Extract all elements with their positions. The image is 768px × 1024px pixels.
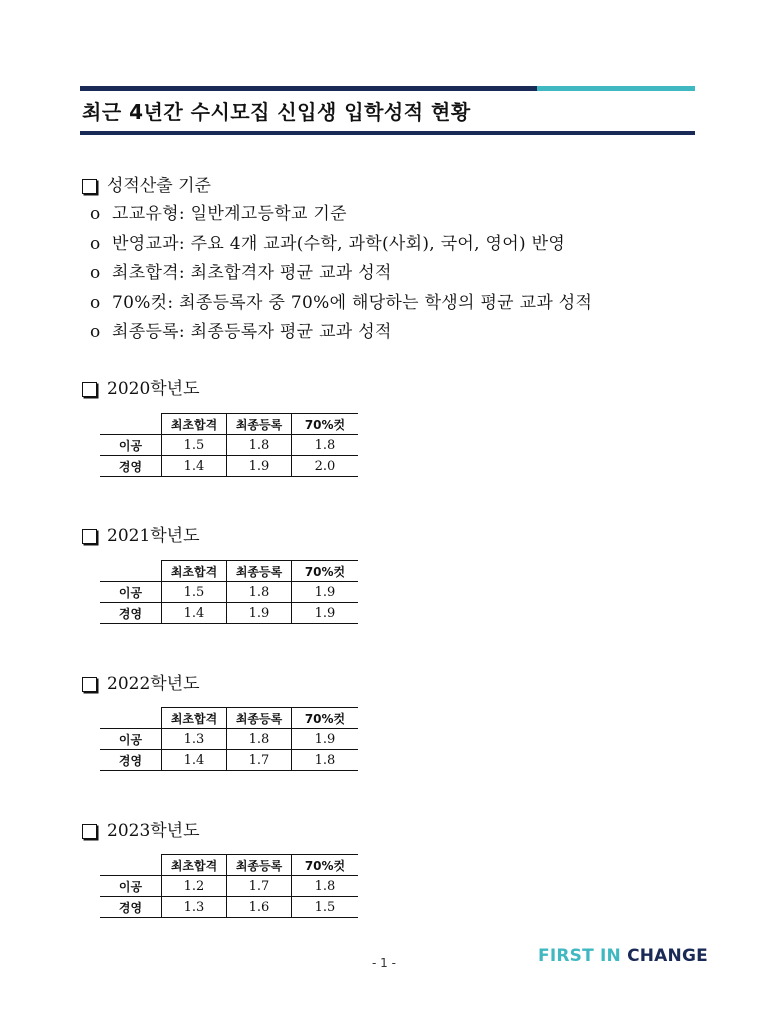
table-corner	[100, 561, 162, 582]
table-cell: 1.7	[227, 876, 292, 897]
table-cell: 1.9	[227, 603, 292, 624]
score-table-2023	[100, 854, 358, 918]
column-header: 70%컷	[292, 561, 359, 582]
criteria-list	[90, 200, 710, 348]
table-cell: 1.9	[292, 729, 359, 750]
score-table-2020	[100, 413, 358, 477]
checkbox-icon	[82, 824, 97, 839]
row-label: 경영	[100, 603, 162, 624]
column-header: 최초합격	[162, 561, 227, 582]
table-row	[100, 729, 358, 750]
table-cell: 1.4	[162, 603, 227, 624]
checkbox-icon	[82, 677, 97, 692]
title-rule-teal	[537, 86, 695, 91]
table-row	[100, 750, 358, 771]
table-corner	[100, 855, 162, 876]
brand-slogan-part1: FIRST IN	[538, 946, 628, 966]
table-cell: 1.8	[292, 435, 359, 456]
table-cell: 1.9	[292, 582, 359, 603]
row-label: 이공	[100, 435, 162, 456]
criteria-item-text: 최초합격: 최초합격자 평균 교과 성적	[112, 263, 392, 283]
bullet-icon: o	[90, 263, 101, 283]
title-top-rule	[80, 86, 695, 91]
table-cell: 1.5	[162, 582, 227, 603]
list-item	[90, 318, 710, 348]
table-cell: 1.5	[162, 435, 227, 456]
title-rule-navy	[80, 86, 537, 91]
bullet-icon: o	[90, 322, 101, 342]
checkbox-icon	[82, 382, 97, 397]
row-label: 경영	[100, 456, 162, 477]
table-row	[100, 897, 358, 918]
year-heading-text: 2020학년도	[107, 379, 200, 399]
year-heading-2020	[82, 377, 200, 401]
list-item	[90, 289, 710, 319]
row-label: 이공	[100, 729, 162, 750]
row-label: 경영	[100, 897, 162, 918]
criteria-item-text: 반영교과: 주요 4개 교과(수학, 과학(사회), 국어, 영어) 반영	[112, 233, 566, 254]
table-cell: 1.4	[162, 456, 227, 477]
score-table-2022	[100, 707, 358, 771]
table-cell: 1.9	[292, 603, 359, 624]
bullet-icon: o	[90, 233, 101, 254]
table-row	[100, 456, 358, 477]
table-cell: 1.9	[227, 456, 292, 477]
criteria-heading	[82, 174, 211, 198]
year-heading-2021	[82, 524, 200, 548]
table-cell: 1.6	[227, 897, 292, 918]
table-cell: 1.8	[227, 435, 292, 456]
title-bottom-rule	[80, 131, 695, 135]
column-header: 최종등록	[227, 561, 292, 582]
list-item	[90, 200, 710, 230]
year-heading-2023	[82, 819, 200, 843]
table-cell: 1.8	[292, 750, 359, 771]
page-title: 최근 4년간 수시모집 신입생 입학성적 현황	[82, 100, 471, 124]
criteria-item-text: 고교유형: 일반계고등학교 기준	[112, 204, 347, 224]
table-cell: 1.3	[162, 897, 227, 918]
table-corner	[100, 414, 162, 435]
row-label: 이공	[100, 582, 162, 603]
year-heading-text: 2023학년도	[107, 821, 200, 841]
table-corner	[100, 708, 162, 729]
bullet-icon: o	[90, 204, 101, 224]
table-cell: 1.2	[162, 876, 227, 897]
table-cell: 1.8	[227, 729, 292, 750]
column-header: 최종등록	[227, 708, 292, 729]
column-header: 70%컷	[292, 414, 359, 435]
column-header: 최종등록	[227, 414, 292, 435]
table-cell: 1.3	[162, 729, 227, 750]
bullet-icon: o	[90, 292, 101, 313]
year-heading-text: 2022학년도	[107, 674, 200, 694]
column-header: 최종등록	[227, 855, 292, 876]
row-label: 이공	[100, 876, 162, 897]
score-table-2021	[100, 560, 358, 624]
row-label: 경영	[100, 750, 162, 771]
table-row	[100, 435, 358, 456]
column-header: 70%컷	[292, 708, 359, 729]
table-row	[100, 603, 358, 624]
criteria-item-text: 70%컷: 최종등록자 중 70%에 해당하는 학생의 평균 교과 성적	[112, 292, 593, 313]
page-number: - 1 -	[372, 956, 396, 970]
list-item	[90, 230, 710, 260]
table-row	[100, 582, 358, 603]
table-cell: 1.7	[227, 750, 292, 771]
checkbox-icon	[82, 179, 97, 194]
column-header: 최초합격	[162, 414, 227, 435]
column-header: 70%컷	[292, 855, 359, 876]
year-heading-2022	[82, 672, 200, 696]
year-heading-text: 2021학년도	[107, 526, 200, 546]
criteria-heading-text: 성적산출 기준	[107, 176, 211, 196]
checkbox-icon	[82, 529, 97, 544]
table-cell: 1.8	[227, 582, 292, 603]
table-cell: 1.5	[292, 897, 359, 918]
brand-slogan	[538, 946, 708, 966]
column-header: 최초합격	[162, 855, 227, 876]
criteria-item-text: 최종등록: 최종등록자 평균 교과 성적	[112, 322, 392, 342]
list-item	[90, 259, 710, 289]
column-header: 최초합격	[162, 708, 227, 729]
table-cell: 1.4	[162, 750, 227, 771]
table-cell: 1.8	[292, 876, 359, 897]
table-cell: 2.0	[292, 456, 359, 477]
table-row	[100, 876, 358, 897]
brand-slogan-part2: CHANGE	[627, 946, 708, 966]
